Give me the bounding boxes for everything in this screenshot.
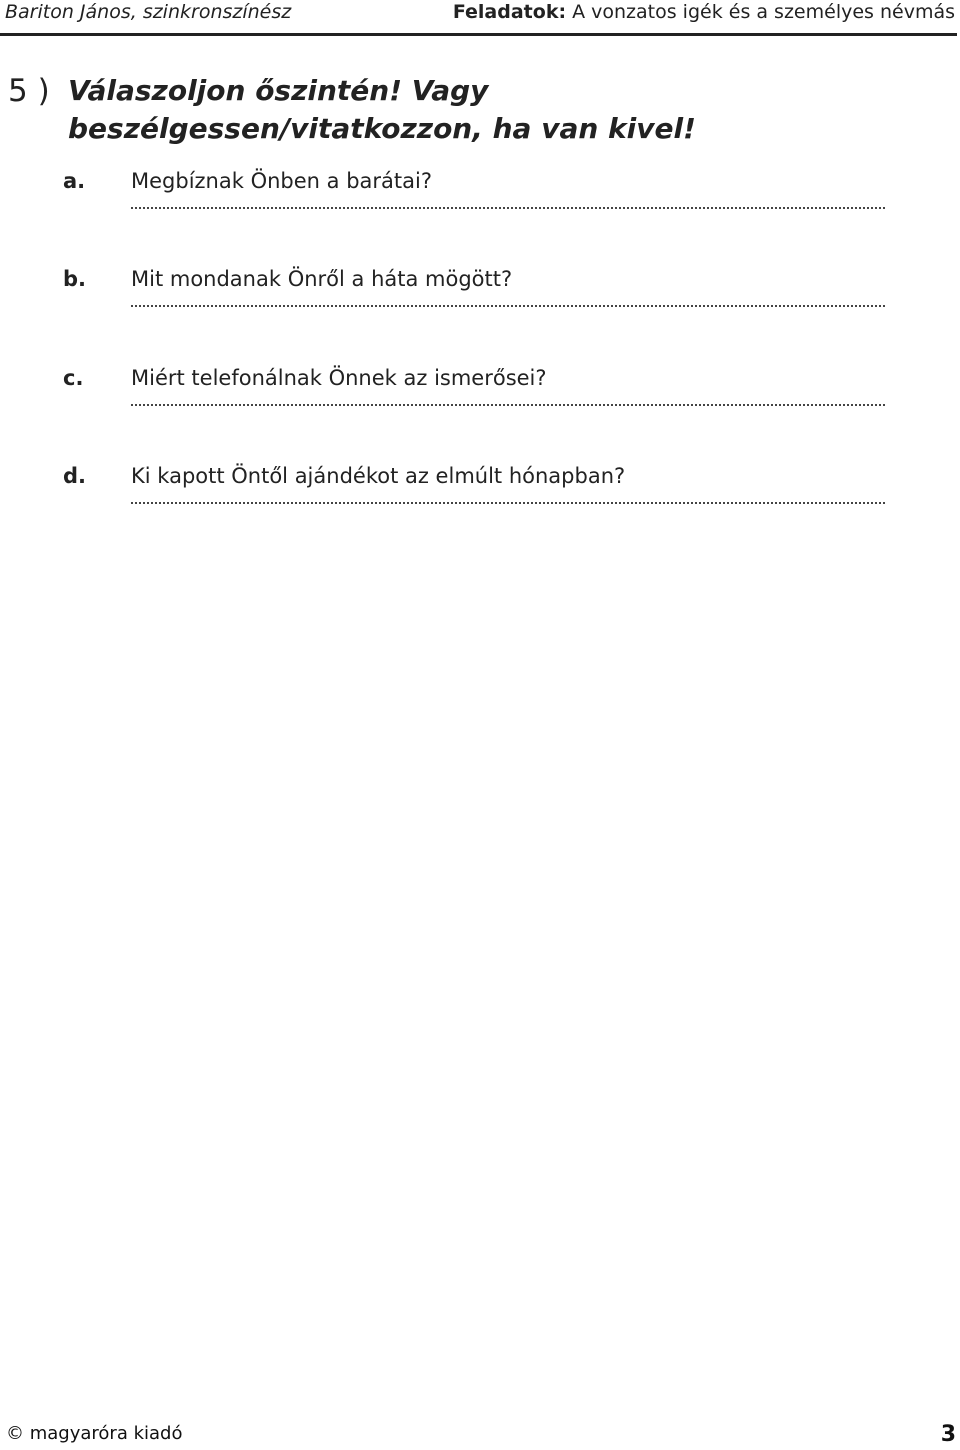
task-number: 5 ) xyxy=(8,73,50,109)
publisher-credit: © magyaróra kiadó xyxy=(6,1423,183,1444)
question-letter: b. xyxy=(63,267,87,291)
task-instruction: Válaszoljon őszintén! Vagy beszélgessen/vitatkozzon, ha van kivel! xyxy=(68,74,696,145)
author-credit: Bariton János, szinkronszínész xyxy=(5,1,292,23)
question-text: Ki kapott Öntől ajándékot az elmúlt hónapban? xyxy=(131,464,626,488)
question-text: Mit mondanak Önről a háta mögött? xyxy=(131,267,513,291)
page-header xyxy=(0,0,957,36)
answer-line[interactable] xyxy=(131,502,885,504)
section-title xyxy=(453,1,955,23)
question-letter: d. xyxy=(63,464,87,488)
question-text: Miért telefonálnak Önnek az ismerősei? xyxy=(131,366,547,390)
section-label: Feladatok: xyxy=(452,1,567,23)
question-letter: a. xyxy=(63,169,86,193)
section-topic: A vonzatos igék és a személyes névmás xyxy=(566,1,955,23)
answer-line[interactable] xyxy=(131,207,885,209)
answer-line[interactable] xyxy=(131,404,885,406)
page-number: 3 xyxy=(940,1422,956,1447)
question-letter: c. xyxy=(63,366,84,390)
question-text: Megbíznak Önben a barátai? xyxy=(131,169,432,193)
answer-line[interactable] xyxy=(131,305,885,307)
